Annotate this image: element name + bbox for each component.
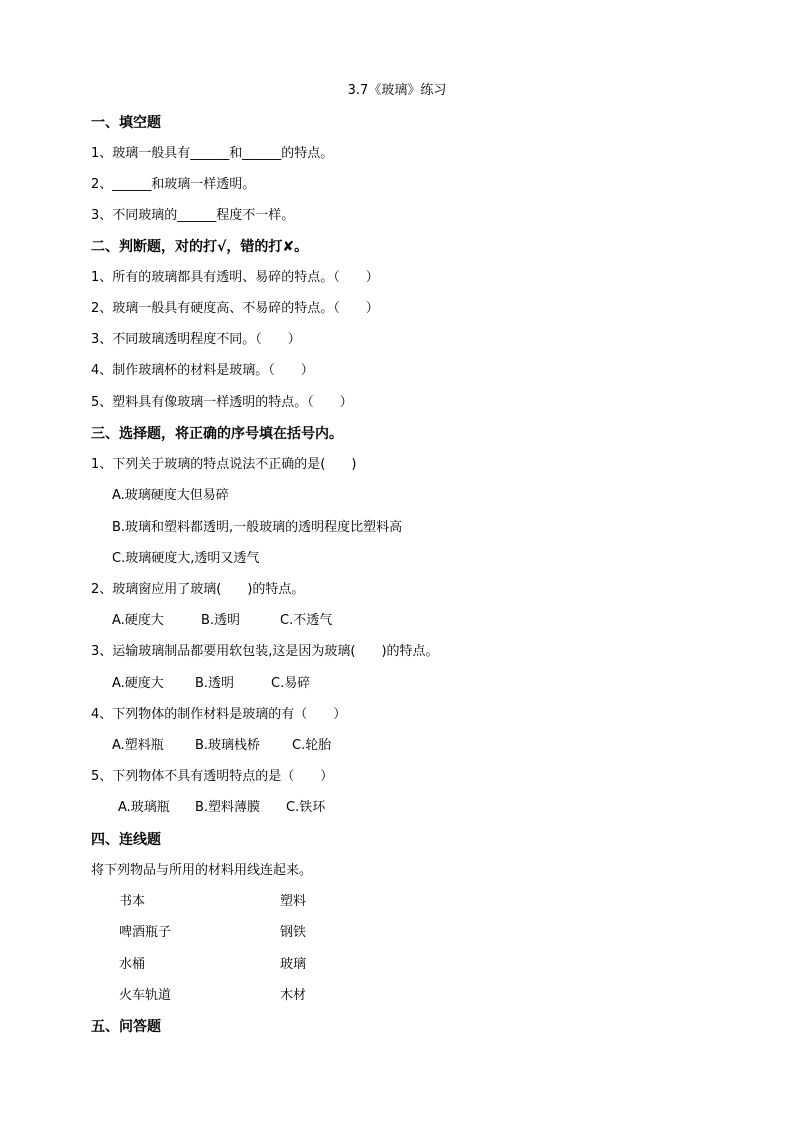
judge-question-2: 2、玻璃一般具有硬度高、不易碎的特点。（ ）: [91, 301, 379, 316]
match-item-2: 啤酒瓶子: [119, 925, 172, 940]
choice-q3-option-a: A.硬度大: [112, 676, 164, 691]
choice-q1-option-a: A.玻璃硬度大但易碎: [112, 488, 229, 503]
choice-q2-option-c: C.不透气: [280, 613, 333, 628]
section-fill-heading: 一、填空题: [91, 115, 161, 131]
fill-question-2: 2、______和玻璃一样透明。: [91, 177, 256, 192]
section-judge-heading: 二、判断题，对的打√，错的打✘。: [91, 239, 309, 255]
choice-q5-option-a: A.玻璃瓶: [118, 800, 170, 815]
judge-question-5: 5、塑料具有像玻璃一样透明的特点。（ ）: [91, 395, 353, 410]
choice-q4-option-c: C.轮胎: [292, 738, 332, 753]
choice-q1-option-b: B.玻璃和塑料都透明,一般玻璃的透明程度比塑料高: [112, 520, 403, 535]
judge-question-3: 3、不同玻璃透明程度不同。（ ）: [91, 332, 301, 347]
choice-question-5: 5、下列物体不具有透明特点的是（ ）: [91, 769, 334, 784]
match-material-1: 塑料: [280, 894, 307, 909]
judge-question-1: 1、所有的玻璃都具有透明、易碎的特点。（ ）: [91, 270, 379, 285]
choice-question-2: 2、玻璃窗应用了玻璃( )的特点。: [91, 582, 305, 597]
choice-q2-option-a: A.硬度大: [112, 613, 164, 628]
choice-q5-option-b: B.塑料薄膜: [195, 800, 261, 815]
choice-q4-option-a: A.塑料瓶: [112, 738, 164, 753]
choice-question-4: 4、下列物体的制作材料是玻璃的有（ ）: [91, 707, 347, 722]
choice-q3-option-c: C.易碎: [271, 676, 311, 691]
choice-q2-option-b: B.透明: [201, 613, 241, 628]
choice-question-1: 1、下列关于玻璃的特点说法不正确的是( ): [91, 457, 357, 472]
choice-q1-option-c: C.玻璃硬度大,透明又透气: [112, 551, 260, 566]
match-item-3: 水桶: [119, 957, 146, 972]
choice-question-3: 3、运输玻璃制品都要用软包装,这是因为玻璃( )的特点。: [91, 644, 439, 659]
choice-q5-option-c: C.铁环: [286, 800, 326, 815]
match-material-4: 木材: [280, 988, 307, 1003]
choice-q3-option-b: B.透明: [195, 676, 235, 691]
match-instruction: 将下列物品与所用的材料用线连起来。: [91, 863, 313, 878]
judge-question-4: 4、制作玻璃杯的材料是玻璃。（ ）: [91, 363, 314, 378]
fill-question-3: 3、不同玻璃的______程度不一样。: [91, 208, 295, 223]
page-title: 3.7《玻璃》练习: [347, 83, 447, 98]
section-match-heading: 四、连线题: [91, 832, 161, 848]
section-qa-heading: 五、问答题: [91, 1019, 161, 1035]
match-material-2: 钢铁: [280, 925, 307, 940]
choice-q4-option-b: B.玻璃栈桥: [195, 738, 261, 753]
match-item-4: 火车轨道: [119, 988, 172, 1003]
match-item-1: 书本: [119, 894, 146, 909]
section-choice-heading: 三、选择题，将正确的序号填在括号内。: [91, 426, 343, 442]
match-material-3: 玻璃: [280, 957, 307, 972]
fill-question-1: 1、玻璃一般具有______和______的特点。: [91, 146, 334, 161]
